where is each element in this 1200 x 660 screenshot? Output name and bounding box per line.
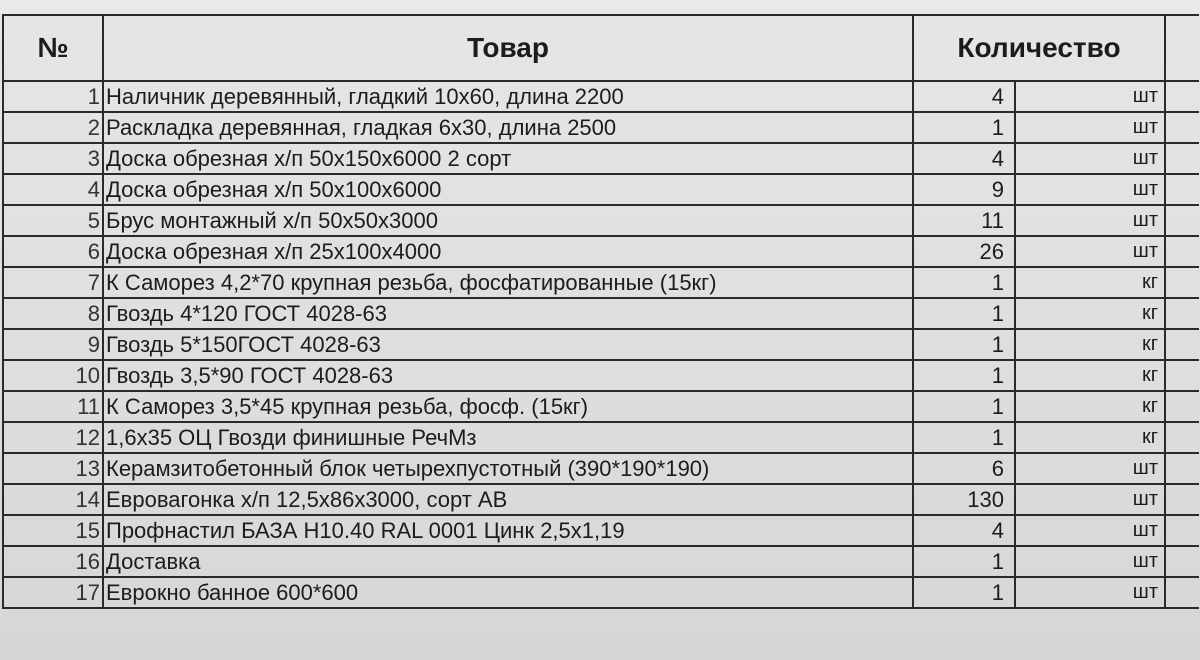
row-item-name: К Саморез 4,2*70 крупная резьба, фосфатированные (15кг) — [103, 267, 913, 298]
row-item-name: Раскладка деревянная, гладкая 6х30, длина 2500 — [103, 112, 913, 143]
table-row — [3, 515, 1199, 546]
row-unit: кг — [1015, 267, 1165, 298]
header-extra — [1165, 15, 1199, 81]
table-row — [3, 546, 1199, 577]
row-item-name: Еврокно банное 600*600 — [103, 577, 913, 608]
row-number: 5 — [3, 205, 103, 236]
paper-top-edge — [0, 0, 1200, 14]
row-quantity: 1 — [913, 112, 1015, 143]
row-number: 11 — [3, 391, 103, 422]
table-row — [3, 484, 1199, 515]
row-unit: кг — [1015, 422, 1165, 453]
row-extra-cell — [1165, 298, 1199, 329]
row-number: 16 — [3, 546, 103, 577]
row-quantity: 4 — [913, 143, 1015, 174]
row-number: 10 — [3, 360, 103, 391]
row-extra-cell — [1165, 515, 1199, 546]
row-quantity: 4 — [913, 515, 1015, 546]
row-item-name: Брус монтажный х/п 50х50х3000 — [103, 205, 913, 236]
row-number: 12 — [3, 422, 103, 453]
row-number: 7 — [3, 267, 103, 298]
row-item-name: Профнастил БАЗА Н10.40 RAL 0001 Цинк 2,5х1,19 — [103, 515, 913, 546]
row-item-name: Доставка — [103, 546, 913, 577]
table-row — [3, 81, 1199, 112]
table-row — [3, 577, 1199, 608]
row-unit: шт — [1015, 236, 1165, 267]
row-quantity: 1 — [913, 329, 1015, 360]
table-row — [3, 267, 1199, 298]
row-unit: шт — [1015, 174, 1165, 205]
row-number: 6 — [3, 236, 103, 267]
row-quantity: 1 — [913, 577, 1015, 608]
row-number: 8 — [3, 298, 103, 329]
row-unit: кг — [1015, 329, 1165, 360]
row-quantity: 1 — [913, 546, 1015, 577]
row-quantity: 1 — [913, 298, 1015, 329]
row-item-name: Доска обрезная х/п 50х100х6000 — [103, 174, 913, 205]
row-item-name: 1,6х35 ОЦ Гвозди финишные РечМз — [103, 422, 913, 453]
row-unit: шт — [1015, 205, 1165, 236]
row-number: 13 — [3, 453, 103, 484]
table-row — [3, 236, 1199, 267]
table-body — [3, 81, 1199, 608]
table-header-row — [3, 15, 1199, 81]
row-unit: шт — [1015, 453, 1165, 484]
row-quantity: 130 — [913, 484, 1015, 515]
row-unit: шт — [1015, 577, 1165, 608]
table-row — [3, 112, 1199, 143]
row-item-name: Доска обрезная х/п 50х150х6000 2 сорт — [103, 143, 913, 174]
row-item-name: Евровагонка х/п 12,5х86х3000, сорт АВ — [103, 484, 913, 515]
row-extra-cell — [1165, 329, 1199, 360]
row-quantity: 9 — [913, 174, 1015, 205]
table-row — [3, 329, 1199, 360]
row-extra-cell — [1165, 81, 1199, 112]
row-extra-cell — [1165, 112, 1199, 143]
row-item-name: Наличник деревянный, гладкий 10х60, длина 2200 — [103, 81, 913, 112]
row-number: 14 — [3, 484, 103, 515]
row-quantity: 1 — [913, 391, 1015, 422]
table-row — [3, 453, 1199, 484]
row-number: 1 — [3, 81, 103, 112]
header-item: Товар — [103, 15, 913, 81]
row-number: 2 — [3, 112, 103, 143]
row-extra-cell — [1165, 577, 1199, 608]
row-number: 17 — [3, 577, 103, 608]
row-quantity: 1 — [913, 267, 1015, 298]
row-item-name: Гвоздь 4*120 ГОСТ 4028-63 — [103, 298, 913, 329]
row-unit: шт — [1015, 484, 1165, 515]
row-unit: шт — [1015, 546, 1165, 577]
row-item-name: Керамзитобетонный блок четырехпустотный (390*190*190) — [103, 453, 913, 484]
table-row — [3, 360, 1199, 391]
goods-table — [2, 14, 1199, 609]
row-extra-cell — [1165, 546, 1199, 577]
row-unit: шт — [1015, 81, 1165, 112]
row-extra-cell — [1165, 453, 1199, 484]
row-unit: шт — [1015, 515, 1165, 546]
row-unit: кг — [1015, 391, 1165, 422]
row-extra-cell — [1165, 484, 1199, 515]
row-extra-cell — [1165, 267, 1199, 298]
row-number: 9 — [3, 329, 103, 360]
row-extra-cell — [1165, 205, 1199, 236]
row-number: 4 — [3, 174, 103, 205]
row-extra-cell — [1165, 360, 1199, 391]
table-row — [3, 143, 1199, 174]
row-item-name: Доска обрезная х/п 25х100х4000 — [103, 236, 913, 267]
row-extra-cell — [1165, 422, 1199, 453]
row-extra-cell — [1165, 143, 1199, 174]
row-quantity: 6 — [913, 453, 1015, 484]
header-num: № — [3, 15, 103, 81]
row-number: 15 — [3, 515, 103, 546]
row-unit: кг — [1015, 298, 1165, 329]
row-unit: кг — [1015, 360, 1165, 391]
row-number: 3 — [3, 143, 103, 174]
table-row — [3, 391, 1199, 422]
table-row — [3, 205, 1199, 236]
table-row — [3, 298, 1199, 329]
row-extra-cell — [1165, 391, 1199, 422]
row-quantity: 11 — [913, 205, 1015, 236]
row-item-name: Гвоздь 3,5*90 ГОСТ 4028-63 — [103, 360, 913, 391]
row-unit: шт — [1015, 112, 1165, 143]
row-unit: шт — [1015, 143, 1165, 174]
row-quantity: 4 — [913, 81, 1015, 112]
row-quantity: 26 — [913, 236, 1015, 267]
row-item-name: Гвоздь 5*150ГОСТ 4028-63 — [103, 329, 913, 360]
row-extra-cell — [1165, 174, 1199, 205]
header-qty: Количество — [913, 15, 1165, 81]
table-row — [3, 422, 1199, 453]
row-quantity: 1 — [913, 422, 1015, 453]
row-quantity: 1 — [913, 360, 1015, 391]
row-extra-cell — [1165, 236, 1199, 267]
row-item-name: К Саморез 3,5*45 крупная резьба, фосф. (15кг) — [103, 391, 913, 422]
table-row — [3, 174, 1199, 205]
